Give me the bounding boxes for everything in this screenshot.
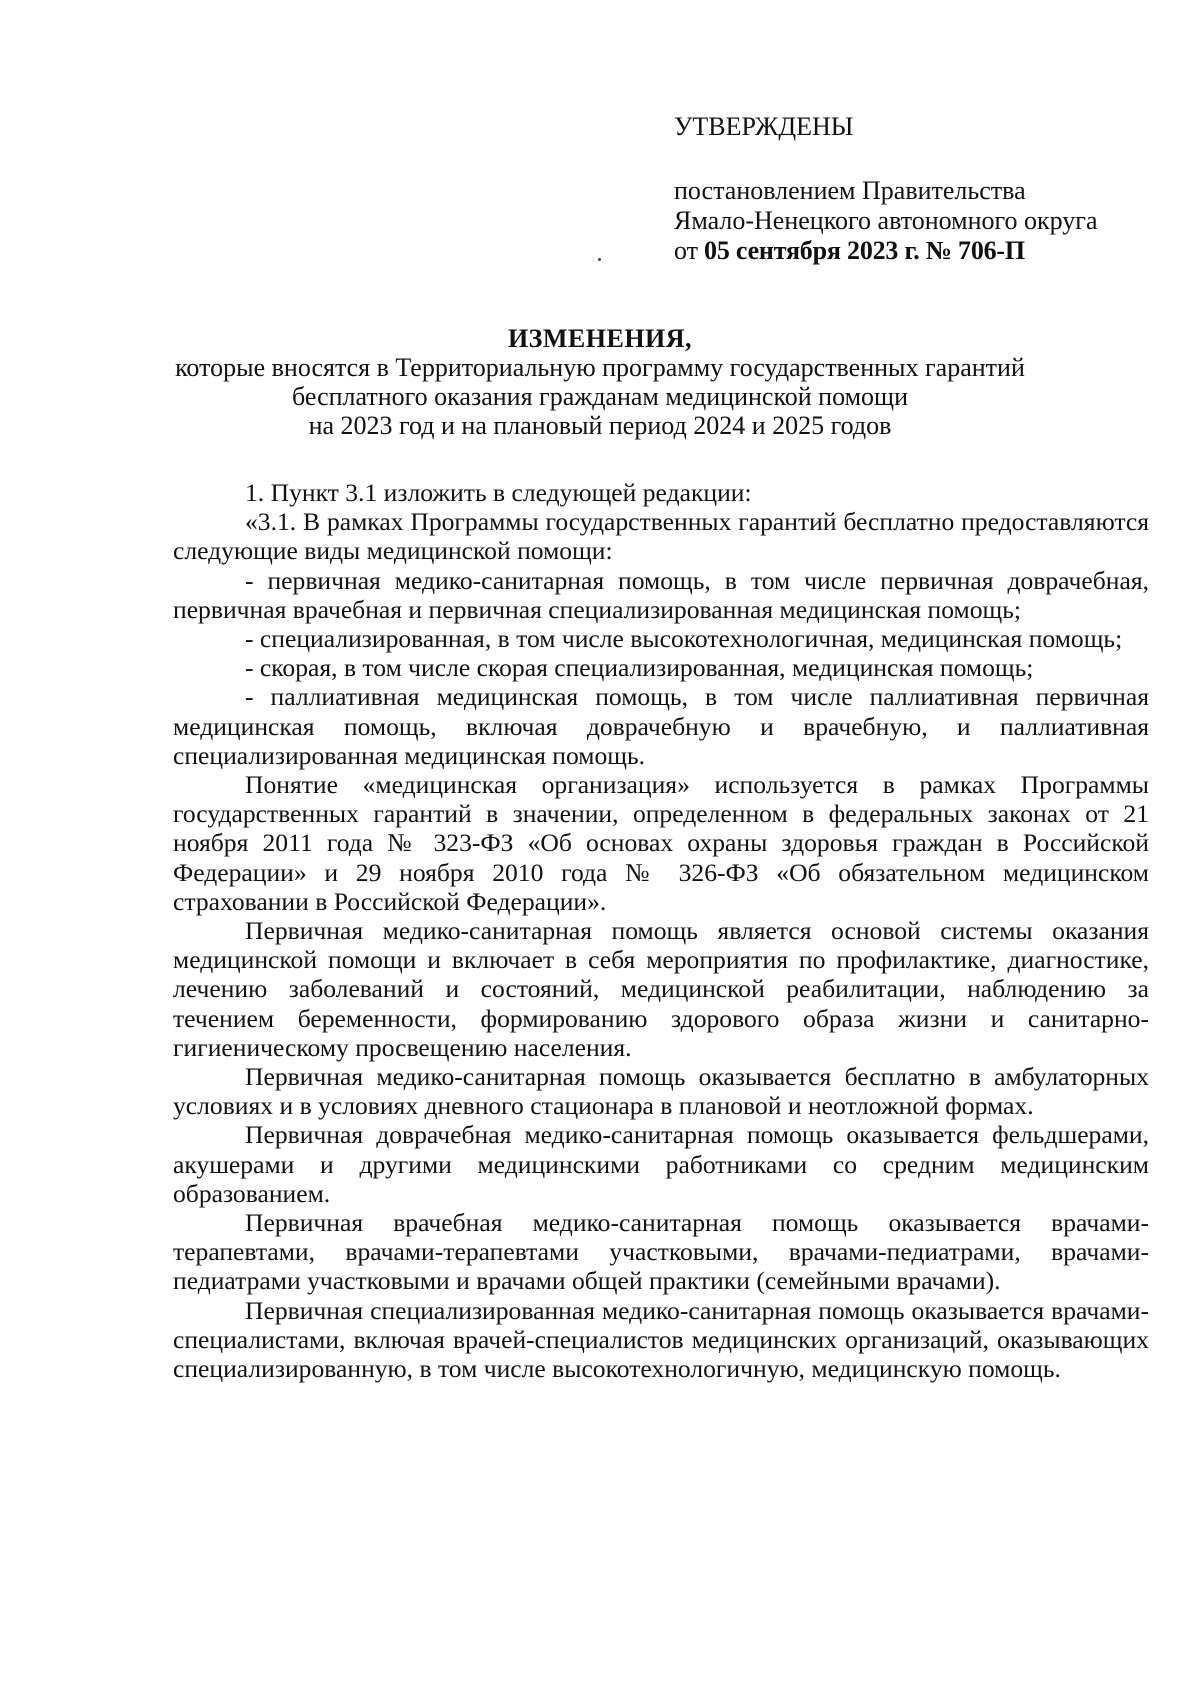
approval-date-prefix: от (674, 236, 699, 265)
approval-line-1: постановлением Правительства (674, 176, 1026, 205)
document-title: ИЗМЕНЕНИЯ, (507, 324, 693, 353)
paragraph-primary-care-free: Первичная медико-санитарная помощь оказывается бесплатно в амбулаторных условиях и в условиях дневного стационара в плановой и неотложной формах. (173, 1062, 1149, 1121)
document-body (173, 478, 1149, 1383)
document-subtitle-line-2: бесплатного оказания гражданам медицинской помощи (292, 382, 908, 411)
approval-line-2: Ямало-Ненецкого автономного округа (674, 206, 1098, 235)
paragraph-primary-care-basis: Первичная медико-санитарная помощь является основой системы оказания медицинской помощи и включает в себя мероприятия по профилактике, диагностике, лечению заболеваний и состояний, медицинской реабилитации, наблюдению за течением беременности, формированию здорового образа жизни и санитарно-гигиеническому просвещению населения. (173, 916, 1149, 1062)
list-item-emergency-care: - скорая, в том числе скорая специализированная, медицинская помощь; (245, 653, 1034, 683)
paragraph-medical-organization: Понятие «медицинская организация» используется в рамках Программы государственных гарантий в значении, определенном в федеральных законах от 21 ноября 2011 года № 323-ФЗ «Об основах охраны здоровья граждан в Российской Федерации» и 29 ноября 2010 года № 326-ФЗ «Об обязательном медицинском страховании в Российской Федерации». (173, 770, 1149, 916)
list-item-primary-care: - первичная медико-санитарная помощь, в том числе первичная доврачебная, первичная врачебная и первичная специализированная медицинская помощь; (173, 565, 1149, 624)
paragraph-doctor-care: Первичная врачебная медико-санитарная помощь оказывается врачами-терапевтами, врачами-терапевтами участковыми, врачами-педиатрами, врачами-педиатрами участковыми и врачами общей практики (семейными врачами). (173, 1208, 1149, 1296)
scan-speck (598, 258, 601, 261)
approval-date-value: 05 сентября 2023 г. № 706-П (704, 236, 1025, 265)
list-item-palliative-care: - паллиативная медицинская помощь, в том числе паллиативная первичная медицинская помощь, включая доврачебную и врачебную, и паллиативная специализированная медицинская помощь. (173, 682, 1149, 770)
document-subtitle-line-3: на 2023 год и на плановый период 2024 и 2025 годов (308, 411, 892, 440)
approval-stamp: УТВЕРЖДЕНЫ (674, 112, 854, 141)
list-item-specialized-care: - специализированная, в том числе высокотехнологичная, медицинская помощь; (245, 624, 1123, 654)
paragraph-specialized-primary-care: Первичная специализированная медико-санитарная помощь оказывается врачами-специалистами, включая врачей-специалистов медицинских организаций, оказывающих специализированную, в том числе высокотехнологичную, медицинскую помощь. (173, 1295, 1149, 1384)
paragraph-3-1-intro: «3.1. В рамках Программы государственных гарантий бесплатно предоставляются следующие виды медицинской помощи: (173, 507, 1149, 566)
paragraph-pre-doctor-care: Первичная доврачебная медико-санитарная помощь оказывается фельдшерами, акушерами и другими медицинскими работниками со средним медицинским образованием. (173, 1120, 1149, 1208)
approval-block (674, 112, 1174, 266)
document-subtitle-line-1: которые вносятся в Территориальную программу государственных гарантий (175, 353, 1025, 382)
paragraph-point-1: 1. Пункт 3.1 изложить в следующей редакции: (245, 478, 752, 507)
document-heading (150, 324, 1050, 440)
approval-date-line (674, 236, 1174, 266)
